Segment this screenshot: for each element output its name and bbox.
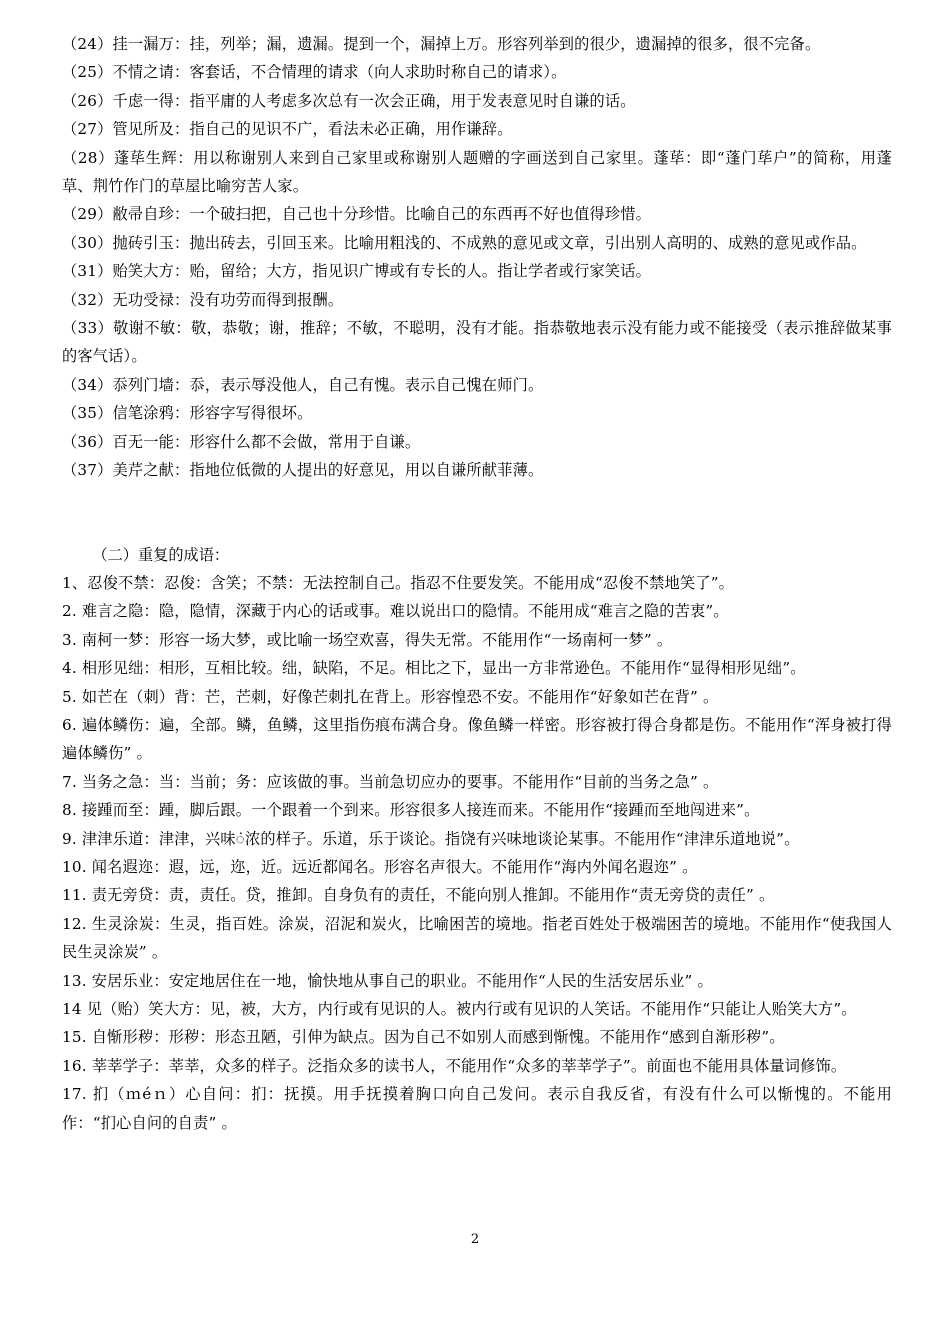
list-item: 7. 当务之急：当：当前；务：应该做的事。当前急切应办的要事。不能用作“目前的当务之急” 。 [62, 772, 719, 791]
list-item: 9. 津津乐道：津津，兴味ं浓的样子。乐道，乐于谈论。指饶有兴味地谈论某事。不能用作“津津乐道地说”。 [62, 829, 800, 848]
list-item: 14 见（贻）笑大方：见，被，大方，内行或有见识的人。被内行或有见识的人笑话。不能用作“只能让人贻笑大方”。 [62, 1000, 857, 1018]
list-item: 8. 接踵而至：踵，脚后跟。一个跟着一个到来。形容很多人接连而来。不能用作“接踵而至地闯进来”。 [62, 801, 760, 820]
list-item: （28）蓬荜生辉：用以称谢别人来到自己家里或称谢别人题赠的字画送到自己家里。蓬荜：即“蓬门荜户”的简称，用蓬草、荆竹作门的草屋比喻穷苦人家。 [62, 148, 892, 196]
list-item: （35）信笔涂鸦：形容字写得很坏。 [62, 404, 313, 423]
list-item: （36）百无一能：形容什么都不会做，常用于自谦。 [62, 432, 421, 451]
list-item: （32）无功受禄：没有功劳而得到报酬。 [62, 290, 344, 309]
list-item: 12. 生灵涂炭：生灵，指百姓。涂炭，沼泥和炭火，比喻困苦的境地。指老百姓处于极端困苦的境地。不能用作“使我国人民生灵涂炭” 。 [62, 914, 892, 962]
section-spacer [62, 485, 892, 541]
list-item: 4. 相形见绌：相形，互相比较。绌，缺陷，不足。相比之下，显出一方非常逊色。不能用作“显得相形见绌”。 [62, 659, 806, 678]
list-item: 17. 扪（ｍéｎ）心自问：扪：抚摸。用手抚摸着胸口向自己发问。表示自我反省，有没有什么可以惭愧的。不能用作：“扪心自问的自责” 。 [62, 1085, 892, 1132]
list-item: （25）不情之请：客套话，不合情理的请求（向人求助时称自己的请求）。 [62, 63, 567, 82]
section-heading: （二）重复的成语： [92, 545, 230, 564]
list-item: 16. 莘莘学子：莘莘，众多的样子。泛指众多的读书人，不能用作“众多的莘莘学子”。前面也不能用具体量词修饰。 [62, 1056, 847, 1075]
list-item: 11. 责无旁贷：责，责任。贷，推卸。自身负有的责任，不能向别人推卸。不能用作“责无旁贷的责任” 。 [62, 886, 775, 905]
list-item: （31）贻笑大方：贻，留给；大方，指见识广博或有专长的人。指让学者或行家笑话。 [62, 262, 652, 281]
list-item: （34）忝列门墙：忝，表示辱没他人，自己有愧。表示自己愧在师门。 [62, 375, 544, 394]
list-item: （26）千虑一得：指平庸的人考虑多次总有一次会正确，用于发表意见时自谦的话。 [62, 91, 636, 110]
list-item: 10. 闻名遐迩：遐，远，迩，近。远近都闻名。形容名声很大。不能用作“海内外闻名遐迩” 。 [62, 857, 698, 876]
list-item: （24）挂一漏万：挂，列举；漏，遗漏。提到一个，漏掉上万。形容列举到的很少，遗漏掉的很多，很不完备。 [62, 35, 821, 53]
list-item: 6. 遍体鳞伤：遍，全部。鳞，鱼鳞，这里指伤痕布满合身。像鱼鳞一样密。形容被打得合身都是伤。不能用作“浑身被打得遍体鳞伤” 。 [62, 715, 892, 763]
list-item: （37）美芹之献：指地位低微的人提出的好意见，用以自谦所献菲薄。 [62, 461, 544, 480]
list-item: 3. 南柯一梦：形容一场大梦，或比喻一场空欢喜，得失无常。不能用作“一场南柯一梦” 。 [62, 630, 673, 649]
list-item: 5. 如芒在（刺）背：芒，芒刺，好像芒刺扎在背上。形容惶恐不安。不能用作“好象如芒在背” 。 [62, 687, 719, 706]
list-item: （27）管见所及：指自己的见识不广，看法未必正确，用作谦辞。 [62, 120, 513, 139]
list-item: （30）抛砖引玉：抛出砖去，引回玉来。比喻用粗浅的、不成熟的意见或文章，引出别人高明的、成熟的意见或作品。 [62, 233, 867, 252]
list-item: 1、忍俊不禁：忍俊：含笑；不禁：无法控制自己。指忍不住要发笑。不能用成“忍俊不禁地笑了”。 [62, 573, 735, 592]
list-item: 13. 安居乐业：安定地居住在一地，愉快地从事自己的职业。不能用作“人民的生活安居乐业” 。 [62, 971, 713, 990]
list-item: （33）敬谢不敏：敬，恭敬；谢，推辞；不敏，不聪明，没有才能。指恭敬地表示没有能力或不能接受（表示推辞做某事的客气话）。 [62, 319, 892, 366]
list-item: 15. 自惭形秽：形秽：形态丑陋，引伸为缺点。因为自己不如别人而感到惭愧。不能用作“感到自渐形秽”。 [62, 1028, 785, 1047]
list-item: 2. 难言之隐：隐，隐情，深藏于内心的话或事。难以说出口的隐情。不能用成“难言之隐的苦衷”。 [62, 602, 729, 621]
list-item: （29）敝帚自珍：一个破扫把，自己也十分珍惜。比喻自己的东西再不好也值得珍惜。 [62, 205, 652, 224]
idiom-list-humble [62, 30, 892, 485]
idiom-list-redundant [62, 569, 892, 1137]
page-number: 2 [470, 1232, 480, 1247]
page-content [62, 30, 892, 1137]
